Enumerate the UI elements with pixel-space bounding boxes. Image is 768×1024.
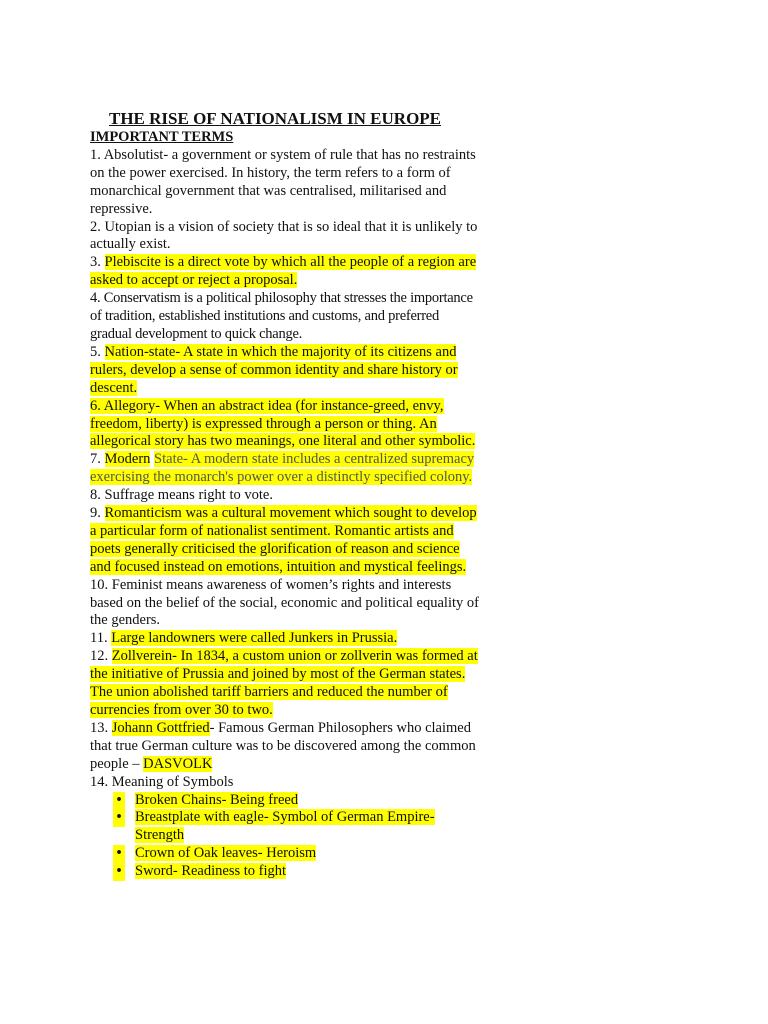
term-7-highlight-a: Modern <box>104 451 151 468</box>
symbol-text: Sword- Readiness to fight <box>135 863 287 880</box>
term-10-text: 10. Feminist means awareness of women’s rights and interests based on the belief of the social, economic and political equality of the genders. <box>90 576 479 629</box>
list-item <box>116 863 480 881</box>
symbol-text: Broken Chains- Being freed <box>135 791 299 808</box>
term-4 <box>90 290 480 344</box>
document-title: THE RISE OF NATIONALISM IN EUROPE <box>109 109 442 128</box>
term-6-highlight: 6. Allegory- When an abstract idea (for instance-greed, envy, freedom, liberty) is expressed through a person or thing. An allegorical story has two meanings, one literal and other symbolic. <box>90 397 476 450</box>
term-9-number: 9. <box>90 505 105 522</box>
term-12-highlight: Zollverein- In 1834, a custom union or zollverin was formed at the initiative of Prussia and joined by most of the German states. The union abolished tariff barriers and reduced the number of currencies from over 30 to two. <box>90 648 478 718</box>
term-13 <box>90 720 480 774</box>
symbol-text: Breastplate with eagle- Symbol of German Empire- Strength <box>135 809 435 844</box>
term-7-highlight-b: State- A modern state includes a centralized supremacy exercising the monarch's power over a distinctly specified colony. <box>90 451 475 486</box>
document-page <box>90 108 480 881</box>
list-item <box>116 845 480 863</box>
term-11-highlight: Large landowners were called Junkers in Prussia. <box>111 630 398 647</box>
term-13-number: 13. <box>90 719 112 736</box>
term-8-text: 8. Suffrage means right to vote. <box>90 487 273 504</box>
term-3-number: 3. <box>90 254 105 271</box>
term-10 <box>90 577 480 631</box>
term-2 <box>90 219 480 255</box>
term-5-number: 5. <box>90 343 105 360</box>
symbol-text: Crown of Oak leaves- Heroism <box>135 845 317 862</box>
term-5-highlight: Nation-state- A state in which the majority of its citizens and rulers, develop a sense of common identity and share history or descent. <box>90 343 458 396</box>
bullet-icon: • <box>113 809 125 827</box>
term-13-highlight-name: Johann Gottfried <box>111 719 210 736</box>
important-terms-heading: IMPORTANT TERMS <box>90 129 234 145</box>
bullet-icon: • <box>113 863 125 881</box>
term-1 <box>90 147 480 219</box>
term-12 <box>90 648 480 720</box>
symbols-heading: 14. Meaning of Symbols <box>90 773 234 790</box>
bullet-icon: • <box>113 845 125 863</box>
term-5 <box>90 344 480 398</box>
list-item <box>116 791 480 810</box>
term-1-text: 1. Absolutist- a government or system of rule that has no restraints on the power exercised. In history, the term refers to a form of monarchical government that was centralised, militarised and repressive. <box>90 146 476 217</box>
symbols-list <box>90 792 480 882</box>
term-9-highlight: Romanticism was a cultural movement which sought to develop a particular form of nationalist sentiment. Romantic artists and poets generally criticised the glorification of reason and science and focused instead on emotions, intuition and mystical feelings. <box>90 505 477 575</box>
term-3-highlight: Plebiscite is a direct vote by which all the people of a region are asked to accept or reject a proposal. <box>90 254 477 289</box>
term-11-number: 11. <box>90 630 112 647</box>
term-7-number: 7. <box>90 451 105 468</box>
bullet-icon: • <box>113 792 125 810</box>
term-13-highlight-dasvolk: DASVOLK <box>143 755 213 772</box>
term-9 <box>90 505 480 577</box>
term-13-text: - Famous German Philosophers who claimed that true German culture was to be discovered among the common people – <box>90 719 476 772</box>
term-11 <box>90 630 480 648</box>
term-6 <box>90 398 480 452</box>
term-12-number: 12. <box>90 648 112 665</box>
list-item <box>116 809 480 845</box>
term-7 <box>90 451 480 487</box>
term-4-text: 4. Conservatism is a political philosophy that stresses the importance of tradition, established institutions and customs, and preferred gradual development to quick change. <box>90 290 473 342</box>
term-3 <box>90 254 480 290</box>
term-8 <box>90 487 480 505</box>
term-2-text: 2. Utopian is a vision of society that is so ideal that it is unlikely to actually exist. <box>90 218 478 253</box>
